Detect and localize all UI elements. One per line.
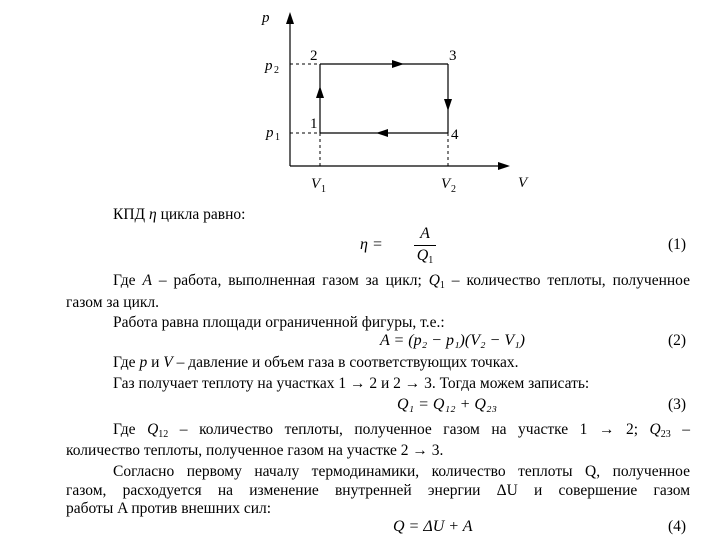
arrow-left-4-1 xyxy=(376,129,388,137)
eq1-fraction xyxy=(414,225,436,265)
axis-label-v: V xyxy=(518,175,528,191)
gde1-A: A xyxy=(142,272,152,289)
gde1-a: Где xyxy=(113,272,143,289)
tick-label-v2: V xyxy=(441,176,451,192)
eq1-fraction-bar xyxy=(414,245,436,246)
point-label-4: 4 xyxy=(451,127,459,143)
eq2-formula: A = (p₂ − p₁)(V₂ − V₁) xyxy=(380,332,525,349)
gde1-line1 xyxy=(113,272,690,290)
arrow-up-1-2 xyxy=(316,86,324,98)
tick-label-p1: p xyxy=(266,125,274,141)
gde3-Q23-sub: 23 xyxy=(660,429,671,440)
gde3-line2: количество теплоты, полученное газом на участке 2 → 3. xyxy=(66,442,444,459)
eta-symbol: η xyxy=(148,206,157,223)
tick-label-p2-sub: 2 xyxy=(274,65,279,76)
eq4-formula: Q = ΔU + A xyxy=(393,518,473,535)
work-sentence: Работа равна площади ограниченной фигуры, т.е.: xyxy=(113,314,445,331)
eq3-formula: Q₁ = Q₁₂ + Q₂₃ xyxy=(397,396,498,413)
tick-label-v1: V xyxy=(311,176,321,192)
kpd-text-b: цикла равно: xyxy=(156,206,246,223)
gde1-Q-sub: 1 xyxy=(439,280,445,291)
eq1-lhs: η = xyxy=(360,236,383,253)
gde2-a: Где xyxy=(113,354,140,371)
tick-label-p1-sub: 1 xyxy=(275,132,280,143)
eq2-number: (2) xyxy=(668,332,687,349)
gde3-Q23: Q xyxy=(649,421,661,438)
arrow-down-3-4 xyxy=(444,99,452,111)
p-axis-arrowhead xyxy=(286,12,294,24)
tick-label-v1-sub: 1 xyxy=(321,184,326,195)
eq1-denominator xyxy=(417,247,434,265)
gde3-b: – количество теплоты, полученное газом на участке 1 → 2; xyxy=(168,421,650,438)
gde3-line1 xyxy=(113,421,690,439)
eq1-number: (1) xyxy=(668,236,687,253)
gde2-b: и xyxy=(147,354,164,371)
gde3-c: – xyxy=(670,421,691,438)
gde3-a: Где xyxy=(113,421,148,438)
first-law-line1: Согласно первому началу термодинамики, количество теплоты Q, полученное xyxy=(113,463,690,480)
first-law-line3: работы A против внешних сил: xyxy=(66,500,272,517)
point-label-1: 1 xyxy=(310,116,318,132)
gde2-p: p xyxy=(139,354,148,371)
gde1-Q: Q xyxy=(428,272,440,289)
eq1-numerator: A xyxy=(420,225,430,242)
gde3-Q12-sub: 12 xyxy=(158,429,169,440)
gde2-c: – давление и объем газа в соответствующих точках. xyxy=(172,354,519,371)
kpd-text-a: КПД xyxy=(113,206,149,223)
gas-sentence: Газ получает теплоту на участках 1 → 2 и 2 → 3. Тогда можем записать: xyxy=(113,375,590,392)
arrow-right-2-3 xyxy=(392,60,404,68)
gde1-c: – количество теплоты, полученное xyxy=(444,272,691,289)
point-label-2: 2 xyxy=(310,48,318,64)
tick-label-p2: p xyxy=(265,58,273,74)
gde3-Q12: Q xyxy=(147,421,159,438)
eq1-den-symbol: Q xyxy=(416,247,429,264)
eq3-number: (3) xyxy=(668,396,687,413)
gde2-sentence xyxy=(113,354,519,372)
gde1-line2: газом за цикл. xyxy=(66,294,160,311)
tick-label-v2-sub: 2 xyxy=(451,184,456,195)
gde1-b: – работа, выполненная газом за цикл; xyxy=(151,272,429,289)
pv-diagram xyxy=(0,0,728,200)
eq1-den-sub: 1 xyxy=(428,255,434,266)
axis-label-p: p xyxy=(262,10,270,26)
kpd-sentence xyxy=(113,206,245,224)
eq4-number: (4) xyxy=(668,518,687,535)
gde2-V: V xyxy=(163,354,173,371)
point-label-3: 3 xyxy=(449,48,457,64)
first-law-line2: газом, расходуется на изменение внутренней энергии ΔU и совершение газом xyxy=(66,482,690,499)
v-axis-arrowhead xyxy=(498,162,510,170)
